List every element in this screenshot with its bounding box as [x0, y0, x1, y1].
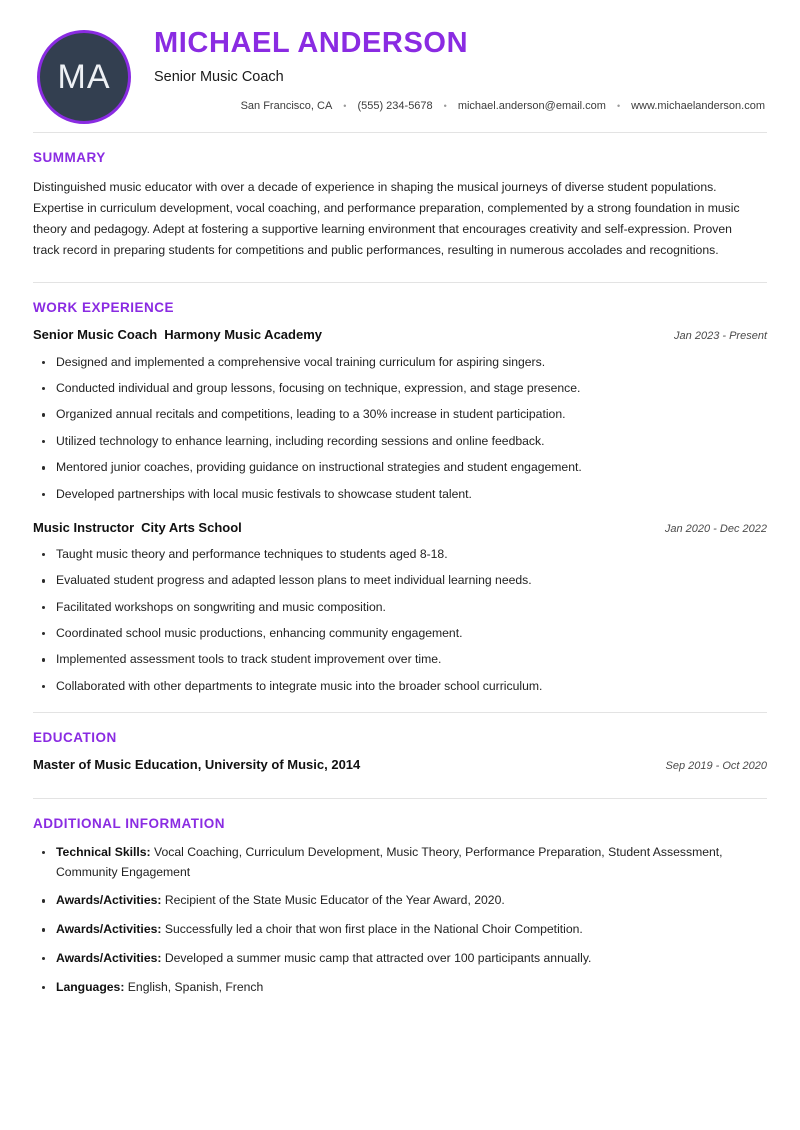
list-item: Coordinated school music productions, enhancing community engagement. [33, 624, 767, 643]
contact-separator-icon: • [616, 100, 621, 111]
experience-dates: Jan 2020 - Dec 2022 [664, 522, 767, 535]
contact-website[interactable]: www.michaelanderson.com [631, 100, 765, 113]
avatar [37, 30, 131, 124]
experience-company: Harmony Music Academy [164, 327, 322, 343]
experience-bullet-list [33, 353, 767, 504]
list-item: Developed partnerships with local music festivals to showcase student talent. [33, 485, 767, 504]
education-section [33, 730, 767, 774]
contact-location: San Francisco, CA [240, 100, 333, 113]
additional-information-list [33, 843, 767, 998]
experience-dates: Jan 2023 - Present [674, 330, 767, 343]
info-value: Recipient of the State Music Educator of the Year Award, 2020. [164, 893, 505, 908]
list-item: Designed and implemented a comprehensive vocal training curriculum for aspiring singers. [33, 353, 767, 372]
experience-entry [33, 520, 767, 696]
list-item: Conducted individual and group lessons, focusing on technique, expression, and stage presence. [33, 379, 767, 398]
education-entry [33, 757, 767, 774]
list-item [33, 949, 756, 969]
list-item [33, 978, 756, 998]
page-title: MICHAEL ANDERSON [154, 27, 469, 59]
info-label: Awards/Activities: [56, 922, 162, 937]
section-divider [33, 712, 767, 713]
additional-information-section-title: ADDITIONAL INFORMATION [33, 815, 225, 831]
list-item: Mentored junior coaches, providing guidance on instructional strategies and student engagement. [33, 458, 767, 477]
list-item: Evaluated student progress and adapted lesson plans to meet individual learning needs. [33, 571, 767, 590]
summary-section [33, 150, 767, 261]
experience-bullet-list [33, 545, 767, 696]
list-item [33, 843, 756, 883]
info-value: English, Spanish, French [127, 979, 264, 994]
contact-phone[interactable]: (555) 234-5678 [357, 100, 433, 113]
summary-text: Distinguished music educator with over a decade of experience in shaping the musical journeys of diverse student populations. Expertise in curriculum development, vocal coaching, and performance preparation, complemented by a strong foundation in music theory and pedagogy. Adept at fostering a supportive learning environment that encourages creativity and self-expression. Proven track record in preparing students for competitions and public performances, resulting in numerous accolades and recognitions. [33, 180, 740, 258]
info-label: Technical Skills: [56, 844, 151, 859]
resume-header [33, 0, 767, 132]
experience-entry-header [33, 520, 767, 536]
work-experience-section [33, 300, 767, 696]
experience-role: Music Instructor [33, 519, 135, 535]
section-divider [33, 132, 767, 133]
work-experience-section-title: WORK EXPERIENCE [33, 300, 175, 316]
summary-section-title: SUMMARY [33, 150, 106, 165]
list-item [33, 891, 756, 911]
info-value: Developed a summer music camp that attracted over 100 participants annually. [164, 951, 592, 966]
list-item: Organized annual recitals and competitions, leading to a 30% increase in student participation. [33, 405, 767, 424]
info-label: Awards/Activities: [56, 893, 162, 908]
info-label: Languages: [56, 979, 125, 994]
contact-email[interactable]: michael.anderson@email.com [457, 100, 606, 113]
experience-entry-header [33, 327, 767, 343]
list-item [33, 920, 756, 940]
header-job-title: Senior Music Coach [154, 68, 284, 85]
list-item: Utilized technology to enhance learning, including recording sessions and online feedback. [33, 432, 767, 451]
list-item: Implemented assessment tools to track student improvement over time. [33, 650, 767, 669]
education-dates: Sep 2019 - Oct 2020 [665, 759, 767, 772]
list-item: Facilitated workshops on songwriting and music composition. [33, 598, 767, 617]
education-degree: Master of Music Education, University of Music, 2014 [33, 756, 361, 772]
experience-entry [33, 327, 767, 503]
experience-entry-title [33, 520, 242, 536]
education-section-title: EDUCATION [33, 729, 117, 745]
contact-line [154, 100, 767, 112]
avatar-initials: MA [57, 58, 111, 96]
section-divider [33, 282, 767, 283]
info-label: Awards/Activities: [56, 951, 162, 966]
info-value: Vocal Coaching, Curriculum Development, Music Theory, Performance Preparation, Student Assessment, Community Engagement [56, 844, 723, 879]
header-text-block [131, 26, 767, 112]
contact-separator-icon: • [443, 100, 447, 111]
contact-separator-icon: • [343, 100, 347, 111]
additional-information-section [33, 816, 767, 998]
list-item: Taught music theory and performance techniques to students aged 8-18. [33, 545, 767, 564]
list-item: Collaborated with other departments to integrate music into the broader school curriculum. [33, 677, 767, 696]
experience-entry-title [33, 327, 322, 343]
section-divider [33, 798, 767, 799]
experience-role: Senior Music Coach [33, 327, 158, 343]
info-value: Successfully led a choir that won first place in the National Choir Competition. [164, 922, 583, 937]
experience-company: City Arts School [141, 519, 242, 535]
